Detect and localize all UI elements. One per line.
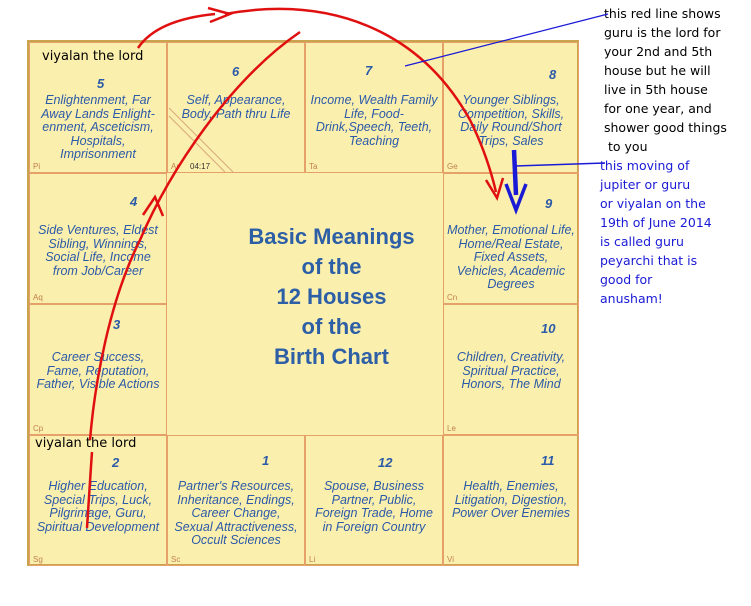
blue-pointer-line (405, 14, 608, 66)
house-1-description: Partner's Resources, Inheritance, Endings, Career Change, Sexual Attractiveness, Occult Sciences (174, 479, 298, 547)
label-viyalan-bottom: viyalan the lord (35, 436, 137, 451)
house-2-description: Higher Education, Special Trips, Luck, Pilgrimage, Guru, Spiritual Development (36, 479, 160, 534)
house-12-number: 12 (378, 455, 393, 470)
house-11-description: Health, Enemies, Litigation, Digestion, Power Over Enemies (451, 479, 571, 520)
note-line: to you (608, 139, 648, 154)
note-line: jupiter or guru (600, 177, 691, 192)
house-9-number: 9 (545, 196, 553, 211)
note-line: live in 5th house (604, 82, 708, 97)
note-line: anusham! (600, 291, 663, 306)
chart-title-line: 12 Houses (276, 284, 387, 309)
house-6-number: 6 (232, 64, 240, 79)
house-1-number: 1 (262, 453, 270, 468)
chart-title-line: of the (301, 254, 362, 279)
house-4-sign: Aq (33, 293, 43, 302)
house-12-description: Spouse, Business Partner, Public, Foreign Trade, Home in Foreign Country (315, 479, 433, 534)
note-line: 19th of June 2014 (600, 215, 712, 230)
note-line: house but he will (604, 63, 711, 78)
note-line: your 2nd and 5th (604, 44, 713, 59)
note-line: shower good things (604, 120, 727, 135)
red-arc-to-house-9 (225, 9, 496, 192)
house-4-description: Side Ventures, Eldest Sibling, Winnings, Social Life, Income from Job/Career (38, 223, 158, 278)
house-9-description: Mother, Emotional Life, Home/Real Estate, Fixed Assets, Vehicles, Academic Degrees (447, 223, 575, 291)
house-7-number: 7 (365, 63, 373, 78)
house-2-sign: Sg (33, 555, 43, 564)
note-line: guru is the lord for (604, 25, 721, 40)
blue-arrow (514, 150, 516, 195)
red-arc-top-left (138, 14, 215, 48)
house-5-description: Enlightenment, Far Away Lands Enlight-enment, Asceticism, Hospitals, Imprisonment (41, 93, 155, 161)
note-line: this moving of (600, 158, 690, 173)
house-9-sign: Cn (447, 293, 458, 302)
house-3-number: 3 (113, 317, 121, 332)
house-5-sign: Pi (33, 162, 41, 171)
note-line: peyarchi that is (600, 253, 698, 268)
chart-title-line: of the (301, 314, 362, 339)
house-10-description: Children, Creativity, Spiritual Practice, Honors, The Mind (456, 350, 566, 391)
chart-title-line: Basic Meanings (248, 224, 415, 249)
house-7-description: Income, Wealth Family Life, Food-Drink,Speech, Teeth, Teaching (310, 93, 438, 148)
house-10-sign: Le (447, 424, 456, 433)
red-line-tail (87, 452, 92, 528)
house-6-sign: Ar (171, 162, 179, 171)
note-line: this red line shows (604, 6, 721, 21)
house-11-sign: Vi (447, 555, 454, 564)
red-line-from-house-2 (90, 32, 300, 440)
label-viyalan-top: viyalan the lord (42, 49, 144, 64)
note-line: for one year, and (604, 101, 712, 116)
house-8-sign: Ge (447, 162, 458, 171)
house-8-number: 8 (549, 67, 557, 82)
house-5-number: 5 (97, 76, 105, 91)
house-10-number: 10 (541, 321, 556, 336)
house-6-description: Self, Appearance, Body, Path thru Life (181, 93, 291, 121)
house-4-number: 4 (130, 194, 138, 209)
house-7-sign: Ta (309, 162, 318, 171)
house-12-sign: Li (309, 555, 316, 564)
house-3-sign: Cp (33, 424, 44, 433)
house-2-number: 2 (112, 455, 120, 470)
house-11-number: 11 (541, 453, 555, 468)
chart-time: 04:17 (190, 162, 211, 171)
house-8-description: Younger Siblings, Competition, Skills, Daily Round/Short Trips, Sales (457, 93, 565, 148)
blue-connector-line (515, 163, 605, 166)
note-line: is called guru (600, 234, 684, 249)
note-line: good for (600, 272, 653, 287)
note-line: or viyalan on the (600, 196, 706, 211)
chart-title-line: Birth Chart (274, 344, 389, 369)
house-1-sign: Sc (171, 555, 181, 564)
house-3-description: Career Success, Fame, Reputation, Father, Visible Actions (36, 350, 160, 391)
